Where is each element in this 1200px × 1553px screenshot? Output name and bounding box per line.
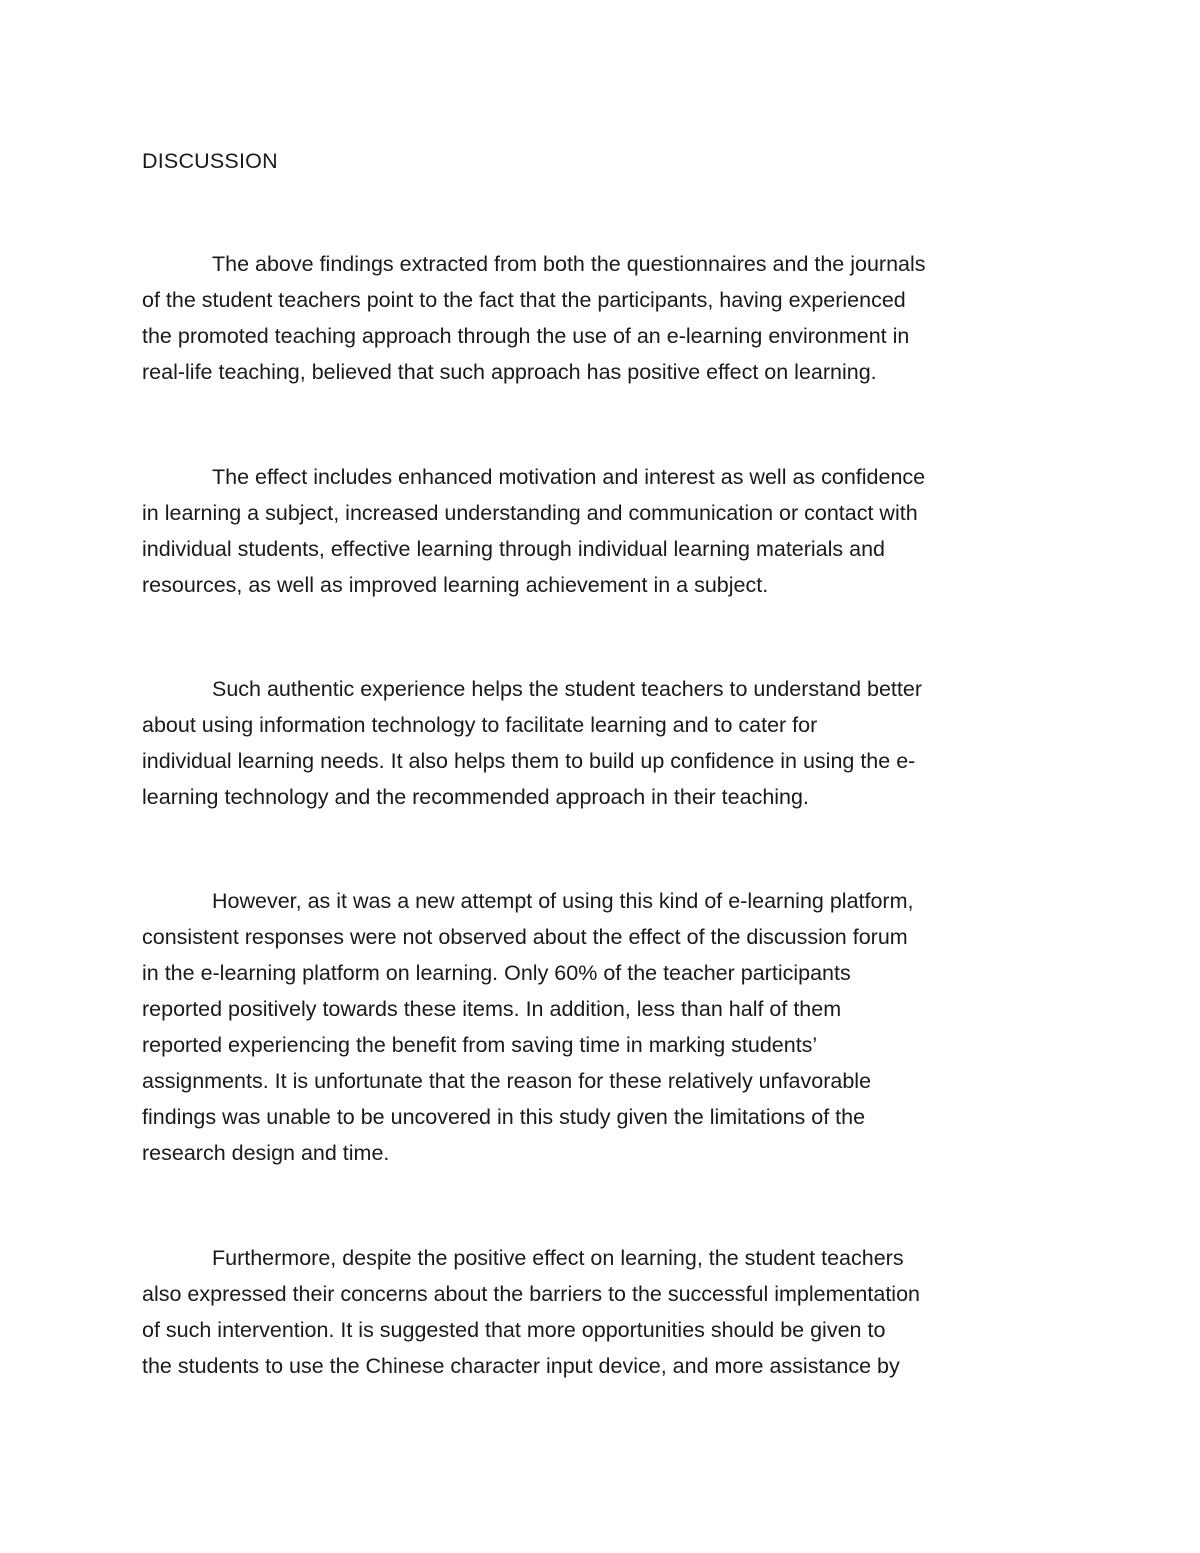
paragraph-findings — [142, 246, 1062, 390]
paragraph-limitations — [142, 883, 1062, 1171]
paragraph-line: the promoted teaching approach through the use of an e-learning environment in — [142, 324, 910, 348]
paragraph-line: resources, as well as improved learning achievement in a subject. — [142, 573, 769, 597]
paragraph-line: The effect includes enhanced motivation and interest as well as confidence — [212, 465, 926, 489]
paragraph-line: The above findings extracted from both the questionnaires and the journals — [212, 252, 926, 276]
paragraph-line: reported experiencing the benefit from saving time in marking students’ — [142, 1033, 818, 1057]
paragraph-line: reported positively towards these items. In addition, less than half of them — [142, 997, 842, 1021]
paragraph-line: real-life teaching, believed that such approach has positive effect on learning. — [142, 360, 877, 384]
paragraph-line: Furthermore, despite the positive effect on learning, the student teachers — [212, 1246, 904, 1270]
paragraph-line: individual students, effective learning through individual learning materials and — [142, 537, 886, 561]
paragraph-line: of such intervention. It is suggested that more opportunities should be given to — [142, 1318, 886, 1342]
paragraph-line: of the student teachers point to the fact that the participants, having experienced — [142, 288, 906, 312]
paragraph-line: consistent responses were not observed about the effect of the discussion forum — [142, 925, 908, 949]
paragraph-line: in learning a subject, increased understanding and communication or contact with — [142, 501, 918, 525]
paragraph-line: assignments. It is unfortunate that the reason for these relatively unfavorable — [142, 1069, 872, 1093]
paragraph-concerns — [142, 1240, 1062, 1384]
paragraph-line: Such authentic experience helps the student teachers to understand better — [212, 677, 922, 701]
paragraph-line: individual learning needs. It also helps them to build up confidence in using the e- — [142, 749, 916, 773]
paragraph-line: learning technology and the recommended approach in their teaching. — [142, 785, 809, 809]
paragraph-line: the students to use the Chinese character input device, and more assistance by — [142, 1354, 900, 1378]
paragraph-experience — [142, 671, 1062, 815]
paragraph-line: findings was unable to be uncovered in this study given the limitations of the — [142, 1105, 866, 1129]
paragraph-line: in the e-learning platform on learning. Only 60% of the teacher participants — [142, 961, 851, 985]
section-heading: DISCUSSION — [142, 149, 278, 173]
paragraph-line: about using information technology to facilitate learning and to cater for — [142, 713, 818, 737]
paragraph-line: also expressed their concerns about the barriers to the successful implementation — [142, 1282, 920, 1306]
paragraph-effect — [142, 459, 1062, 603]
paragraph-line: research design and time. — [142, 1141, 390, 1165]
paragraph-line: However, as it was a new attempt of using this kind of e-learning platform, — [212, 889, 914, 913]
